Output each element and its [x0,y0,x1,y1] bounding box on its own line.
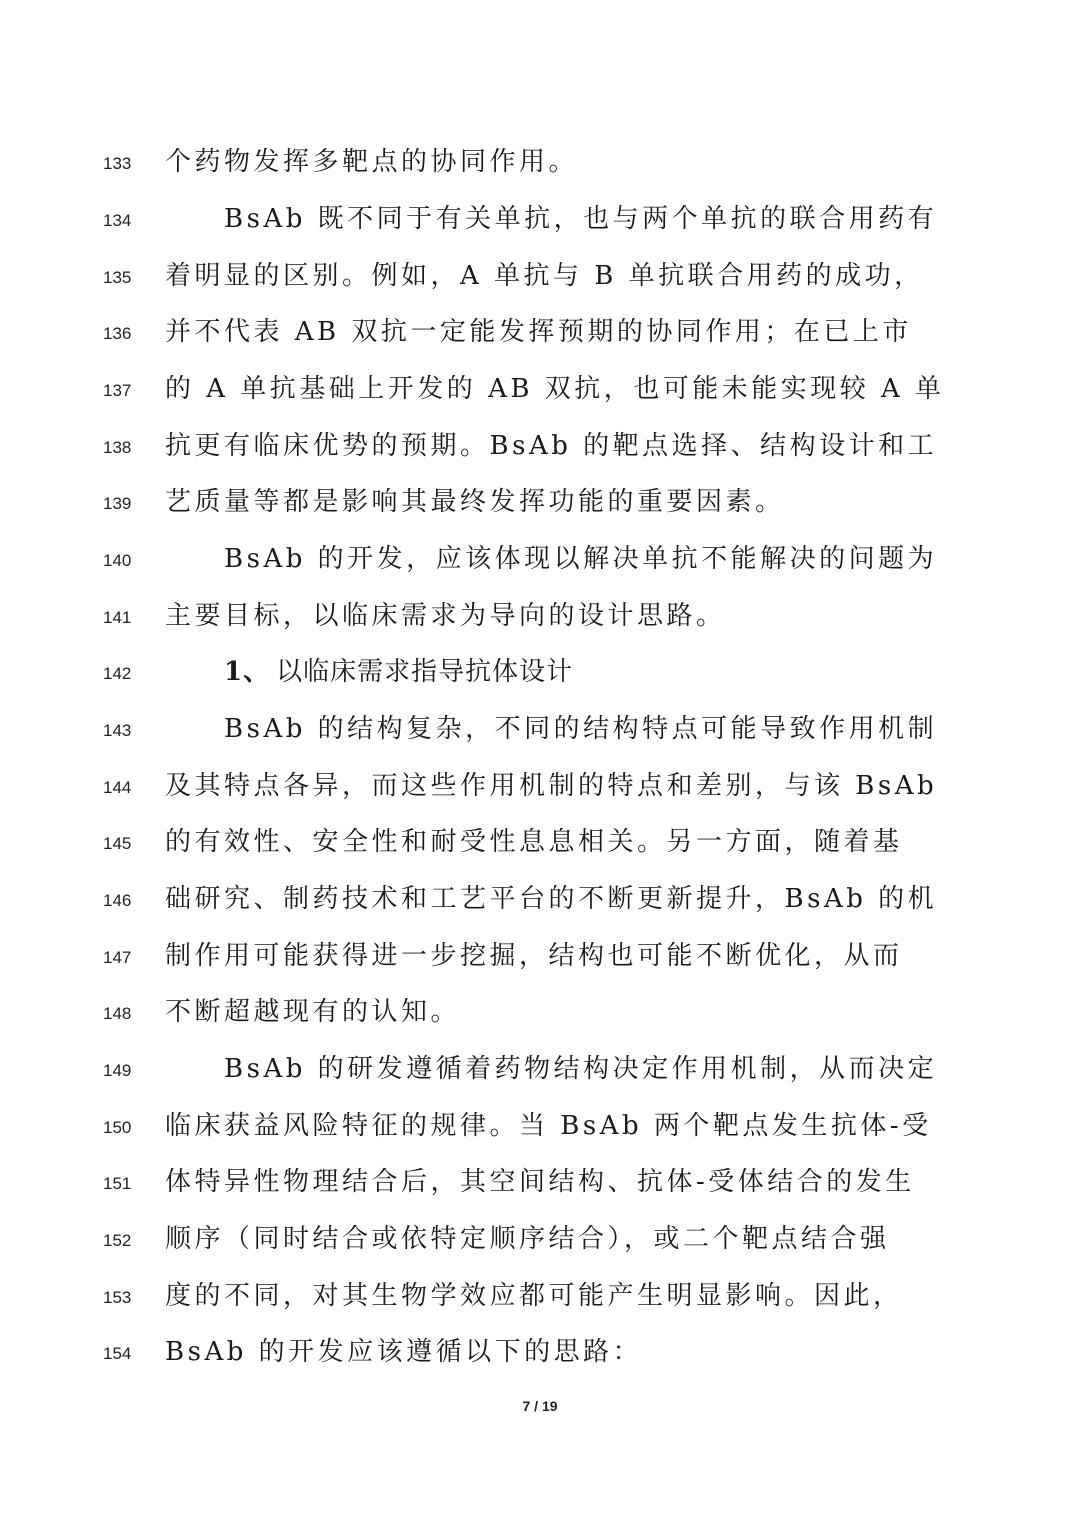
line-text: 顺序（同时结合或依特定顺序结合），或二个靶点结合强 [165,1224,890,1254]
line-number: 138 [103,438,132,457]
text-line [0,430,1080,470]
section-heading-line [0,656,1080,696]
line-text: 着明显的区别。例如，A 单抗与 B 单抗联合用药的成功， [165,261,924,291]
line-number: 148 [103,1004,132,1023]
line-number: 139 [103,494,132,513]
text-line [0,826,1080,866]
line-text: 临床获益风险特征的规律。当 BsAb 两个靶点发生抗体-受 [165,1111,932,1141]
line-number: 149 [103,1061,132,1080]
text-line [0,883,1080,923]
line-number: 133 [103,154,132,173]
text-line [0,1336,1080,1376]
line-text: 个药物发挥多靶点的协同作用。 [165,147,579,177]
text-line [0,146,1080,186]
line-number: 154 [103,1344,132,1363]
line-number: 135 [103,268,132,287]
text-line [0,770,1080,810]
text-line [0,543,1080,583]
text-line [0,713,1080,753]
line-text: 不断超越现有的认知。 [165,997,461,1027]
text-line [0,1110,1080,1150]
line-text: BsAb 的开发，应该体现以解决单抗不能解决的问题为 [224,544,938,574]
text-line [0,1223,1080,1263]
line-text: 主要目标，以临床需求为导向的设计思路。 [165,601,726,631]
line-text: 础研究、制药技术和工艺平台的不断更新提升，BsAb 的机 [165,884,938,914]
line-text: 度的不同，对其生物学效应都可能产生明显影响。因此， [165,1281,903,1311]
line-text: BsAb 既不同于有关单抗，也与两个单抗的联合用药有 [224,204,938,234]
text-line [0,1280,1080,1320]
line-text: 并不代表 AB 双抗一定能发挥预期的协同作用；在已上市 [165,317,912,347]
text-line [0,203,1080,243]
line-text: 制作用可能获得进一步挖掘，结构也可能不断优化，从而 [165,941,903,971]
line-number: 145 [103,834,132,853]
line-text: 及其特点各异，而这些作用机制的特点和差别，与该 BsAb [165,771,938,801]
line-text: 艺质量等都是影响其最终发挥功能的重要因素。 [165,487,785,517]
text-line [0,940,1080,980]
text-line [0,1166,1080,1206]
line-text: 抗更有临床优势的预期。BsAb 的靶点选择、结构设计和工 [165,431,938,461]
line-number: 150 [103,1118,132,1137]
section-title: 以临床需求指导抗体设计 [276,657,574,687]
page-number-footer: 7 / 19 [522,1398,558,1414]
text-line [0,260,1080,300]
text-line [0,996,1080,1036]
section-number: 1、 [224,657,271,687]
line-number: 141 [103,608,132,627]
line-text: BsAb 的结构复杂，不同的结构特点可能导致作用机制 [224,714,938,744]
line-number: 137 [103,381,132,400]
text-line [0,373,1080,413]
line-text: 的 A 单抗基础上开发的 AB 双抗，也可能未能实现较 A 单 [165,374,945,404]
line-number: 151 [103,1174,132,1193]
line-text: BsAb 的研发遵循着药物结构决定作用机制，从而决定 [224,1054,938,1084]
line-text: BsAb 的开发应该遵循以下的思路： [165,1337,643,1367]
line-number: 147 [103,948,132,967]
line-number: 142 [103,664,132,683]
line-number: 143 [103,721,132,740]
line-text: 体特异性物理结合后，其空间结构、抗体-受体结合的发生 [165,1167,915,1197]
line-text: 的有效性、安全性和耐受性息息相关。另一方面，随着基 [165,827,903,857]
section-heading [224,656,573,688]
text-line [0,1053,1080,1093]
line-number: 146 [103,891,132,910]
text-line [0,486,1080,526]
line-number: 140 [103,551,132,570]
line-number: 152 [103,1231,132,1250]
line-number: 134 [103,211,132,230]
line-number: 153 [103,1288,132,1307]
line-number: 144 [103,778,132,797]
text-line [0,316,1080,356]
text-line [0,600,1080,640]
line-number: 136 [103,324,132,343]
